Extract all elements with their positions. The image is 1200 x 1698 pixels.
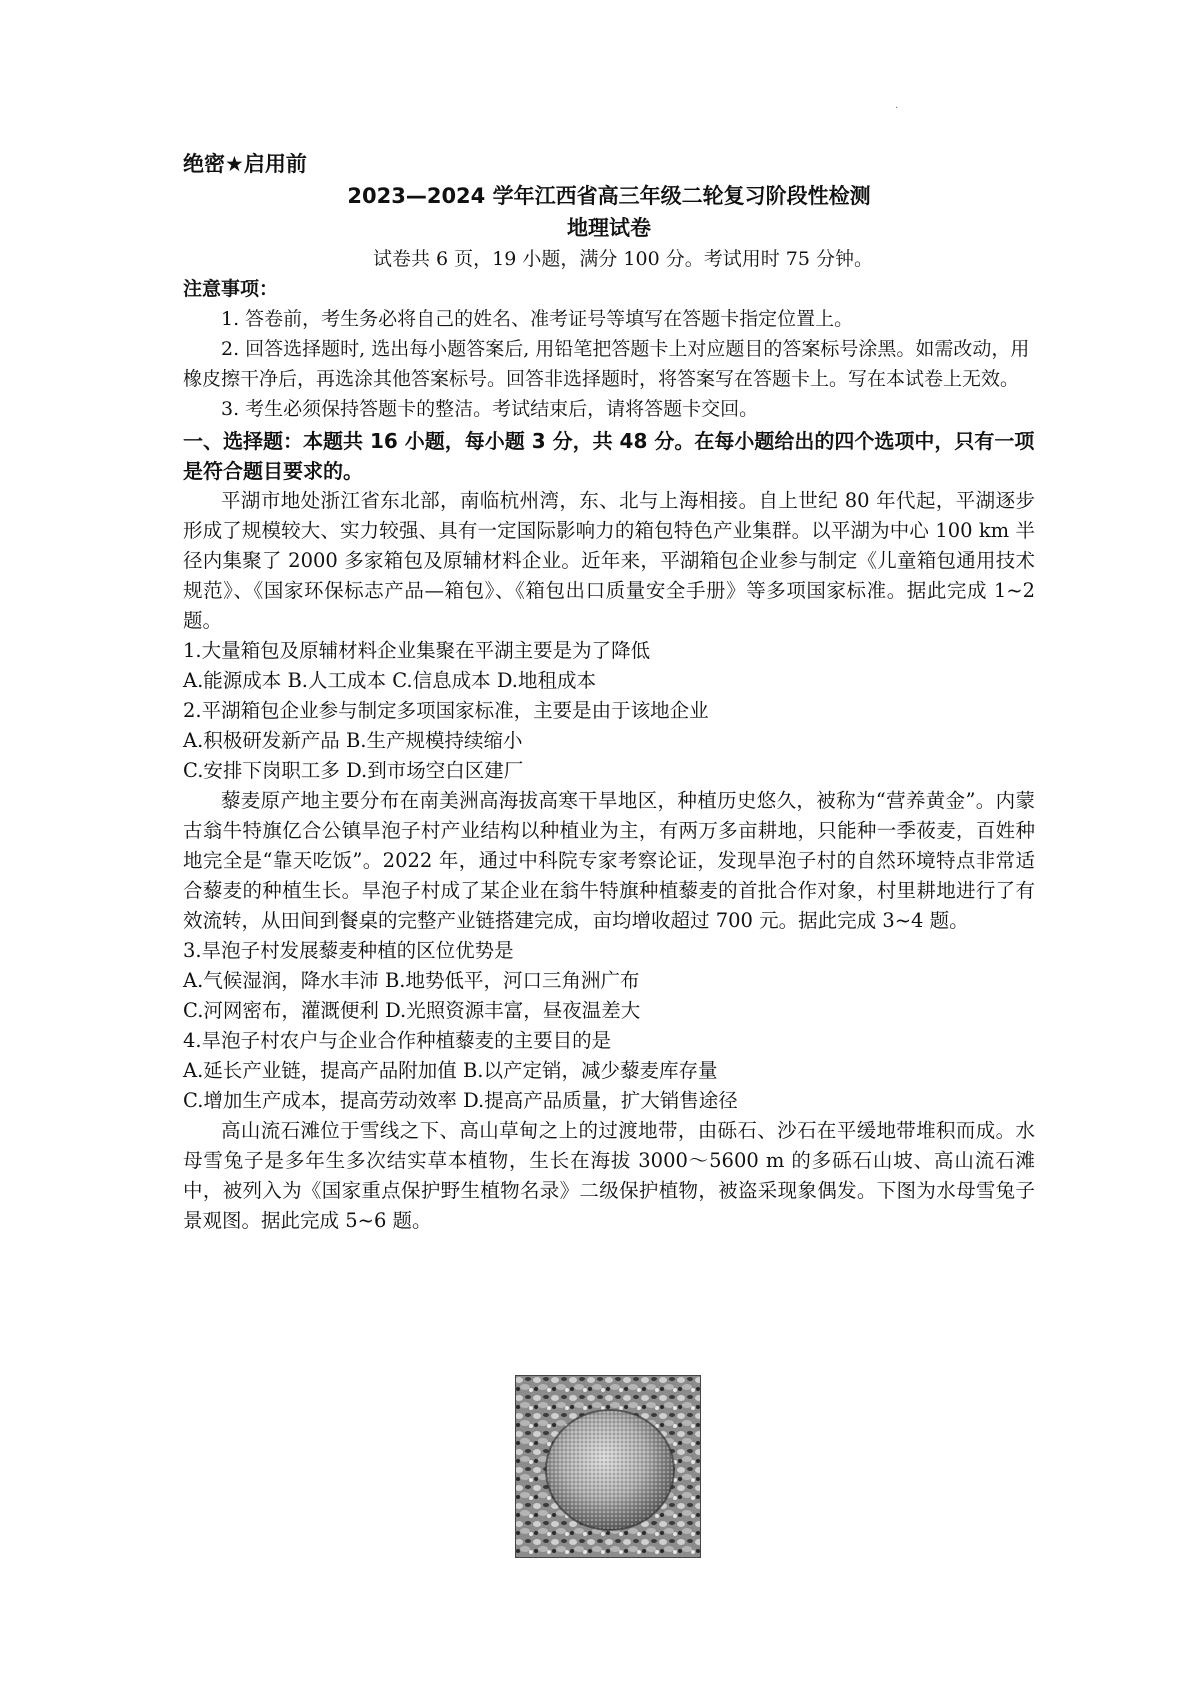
question-stem: 1.大量箱包及原辅材料企业集聚在平湖主要是为了降低 [183, 639, 651, 662]
exam-title: 2023—2024 学年江西省高三年级二轮复习阶段性检测 [347, 184, 871, 208]
passage: 高山流石滩位于雪线之下、高山草甸之上的过渡地带，由砾石、沙石在平缓地带堆积而成。水母雪兔子是多年生多次结实草本植物，生长在海拔 3000～5600 m 的多砾石山坡、高山流石滩中，被列入为《国家重点保护野生植物名录》二级保护植物，被盗采现象偶发。下图为水母雪兔子景观图。据此完成 5~6 题。 [183, 1119, 1035, 1232]
section-heading: 一、选择题：本题共 16 小题，每小题 3 分，共 48 分。在每小题给出的四个选项中，只有一项是符合题目要求的。 [183, 429, 1035, 483]
note-item: 3. 考生必须保持答题卡的整洁。考试结束后，请将答题卡交回。 [221, 398, 759, 420]
question-options: A.延长产业链，提高产品附加值 B.以产定销，减少藜麦库存量 [183, 1059, 718, 1082]
exam-info: 试卷共 6 页，19 小题，满分 100 分。考试用时 75 分钟。 [373, 248, 873, 270]
question-stem: 3.旱泡子村发展藜麦种植的区位优势是 [183, 939, 514, 962]
page-content [183, 148, 1035, 1236]
secret-mark: 绝密★启用前 [183, 152, 307, 176]
question-options: C.增加生产成本，提高劳动效率 D.提高产品质量，扩大销售途径 [183, 1089, 738, 1112]
question-options: A.气候湿润，降水丰沛 B.地势低平，河口三角洲广布 [183, 969, 640, 992]
question-options: C.河网密布，灌溉便利 D.光照资源丰富，昼夜温差大 [183, 999, 641, 1022]
plant-landscape-image [515, 1375, 701, 1558]
passage: 平湖市地处浙江省东北部，南临杭州湾，东、北与上海相接。自上世纪 80 年代起，平湖逐步形成了规模较大、实力较强、具有一定国际影响力的箱包特色产业集群。以平湖为中心 100 km 半径内集聚了 2000 多家箱包及原辅材料企业。近年来，平湖箱包企业参与制定《儿童箱包通用技术规范》、《国家环保标志产品—箱包》、《箱包出口质量安全手册》等多项国家标准。据此完成 1~2 题。 [183, 489, 1035, 632]
question-stem: 4.旱泡子村农户与企业合作种植藜麦的主要目的是 [183, 1029, 612, 1052]
question-options: A.能源成本 B.人工成本 C.信息成本 D.地租成本 [183, 669, 596, 692]
scan-speck: · [895, 103, 899, 114]
question-options: A.积极研发新产品 B.生产规模持续缩小 [183, 729, 523, 752]
note-item: 1. 答卷前，考生务必将自己的姓名、准考证号等填写在答题卡指定位置上。 [221, 308, 854, 330]
notes-title: 注意事项： [183, 278, 279, 300]
snow-lotus-photo [515, 1375, 701, 1558]
note-item: 2. 回答选择题时, 选出每小题答案后, 用铅笔把答题卡上对应题目的答案标号涂黑。如需改动，用橡皮擦干净后，再选涂其他答案标号。回答非选择题时，将答案写在答题卡上。写在本试卷上无效。 [183, 338, 1030, 390]
question-options: C.安排下岗职工多 D.到市场空白区建厂 [183, 759, 524, 782]
subject-title: 地理试卷 [567, 216, 651, 240]
passage: 藜麦原产地主要分布在南美洲高海拔高寒干旱地区，种植历史悠久，被称为“营养黄金”。内蒙古翁牛特旗亿合公镇旱泡子村产业结构以种植业为主，有两万多亩耕地，只能种一季莜麦，百姓种地完全是“靠天吃饭”。2022 年，通过中科院专家考察论证，发现旱泡子村的自然环境特点非常适合藜麦的种植生长。旱泡子村成了某企业在翁牛特旗种植藜麦的首批合作对象，村里耕地进行了有效流转，从田间到餐桌的完整产业链搭建完成，亩均增收超过 700 元。据此完成 3~4 题。 [183, 789, 1035, 932]
question-stem: 2.平湖箱包企业参与制定多项国家标准，主要是由于该地企业 [183, 699, 709, 722]
